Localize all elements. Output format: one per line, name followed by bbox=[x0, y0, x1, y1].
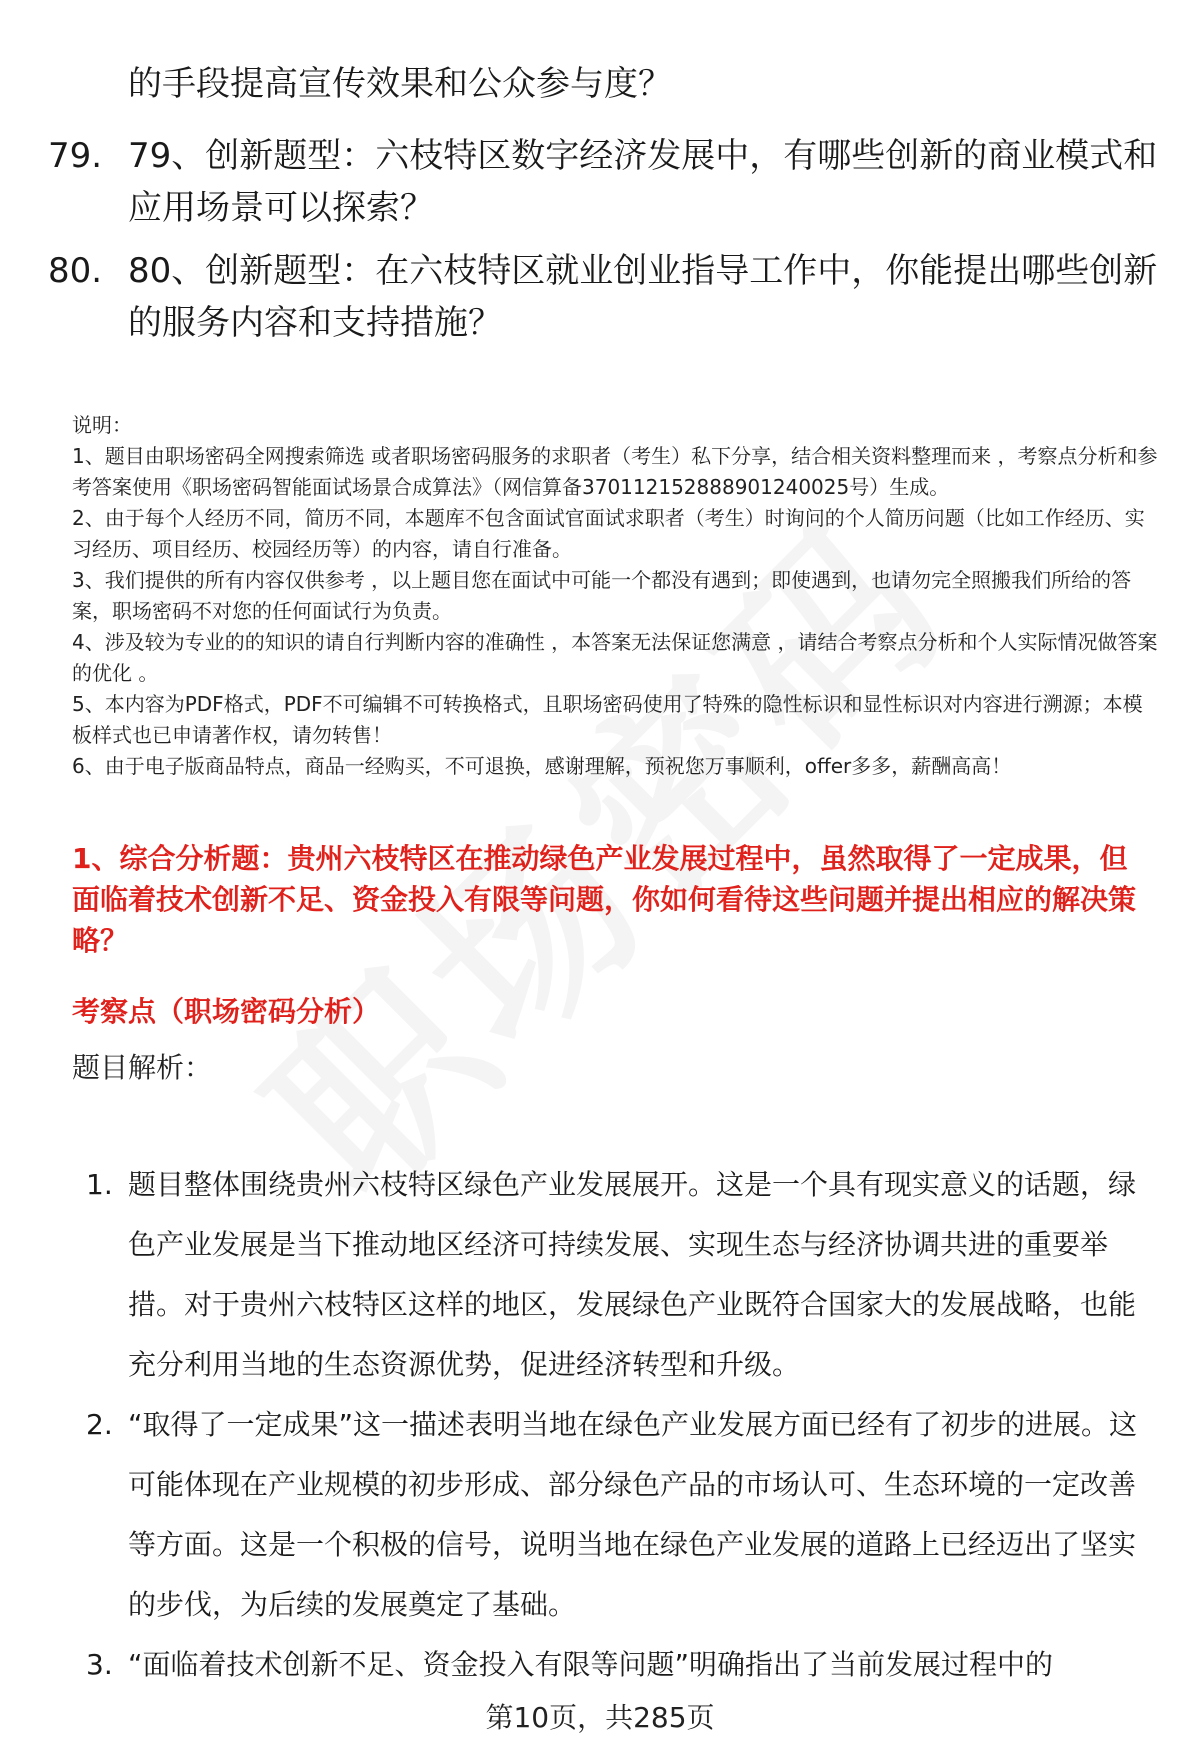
note-item: 3、我们提供的所有内容仅供参考 ，以上题目您在面试中可能一个都没有遇到；即使遇到，也请勿完全照搬我们所给的答案，职场密码不对您的任何面试行为负责。 bbox=[72, 568, 1132, 623]
question-number: 80. bbox=[48, 251, 103, 291]
question-item bbox=[48, 245, 1158, 349]
analysis-item bbox=[72, 1635, 1152, 1695]
analysis-item-number: 3. bbox=[86, 1648, 113, 1681]
exam-point-heading: 考察点（职场密码分析） bbox=[72, 995, 381, 1028]
analysis-item-text: “面临着技术创新不足、资金投入有限等问题”明确指出了当前发展过程中的 bbox=[128, 1648, 1054, 1681]
analysis-item bbox=[72, 1155, 1152, 1395]
page-footer: 第10页，共285页 bbox=[485, 1701, 715, 1734]
question-text: 80、创新题型：在六枝特区就业创业指导工作中，你能提出哪些创新的服务内容和支持措施？ bbox=[128, 251, 1158, 343]
note-item: 1、题目由职场密码全网搜索筛选 或者职场密码服务的求职者（考生）私下分享，结合相关资料整理而来 ，考察点分析和参考答案使用《职场密码智能面试场景合成算法》（网信算备370112152888901240025号）生成。 bbox=[72, 444, 1158, 499]
analysis-item-text: “取得了一定成果”这一描述表明当地在绿色产业发展方面已经有了初步的进展。这可能体现在产业规模的初步形成、部分绿色产品的市场认可、生态环境的一定改善等方面。这是一个积极的信号，说明当地在绿色产业发展的道路上已经迈出了坚实的步伐，为后续的发展奠定了基础。 bbox=[128, 1408, 1138, 1621]
analysis-list bbox=[72, 1155, 1152, 1695]
analysis-item-text: 题目整体围绕贵州六枝特区绿色产业发展展开。这是一个具有现实意义的话题，绿色产业发展是当下推动地区经济可持续发展、实现生态与经济协调共进的重要举措。对于贵州六枝特区这样的地区，发展绿色产业既符合国家大的发展战略，也能充分利用当地的生态资源优势，促进经济转型和升级。 bbox=[128, 1168, 1137, 1381]
analysis-label: 题目解析： bbox=[72, 1051, 213, 1084]
analysis-item-number: 1. bbox=[86, 1168, 113, 1201]
analysis-item bbox=[72, 1395, 1152, 1635]
question-continuation: 的手段提高宣传效果和公众参与度？ bbox=[128, 64, 672, 104]
question-text: 79、创新题型：六枝特区数字经济发展中，有哪些创新的商业模式和应用场景可以探索？ bbox=[128, 136, 1158, 228]
note-item: 2、由于每个人经历不同，简历不同，本题库不包含面试官面试求职者（考生）时询问的个人简历问题（比如工作经历、实习经历、项目经历、校园经历等）的内容，请自行准备。 bbox=[72, 506, 1145, 561]
notes-heading: 说明： bbox=[72, 413, 132, 437]
notes-section bbox=[72, 410, 1162, 782]
main-question-title: 1、综合分析题：贵州六枝特区在推动绿色产业发展过程中，虽然取得了一定成果，但面临着技术创新不足、资金投入有限等问题，你如何看待这些问题并提出相应的解决策略？ bbox=[72, 842, 1137, 957]
note-item: 5、本内容为PDF格式，PDF不可编辑不可转换格式，且职场密码使用了特殊的隐性标识和显性标识对内容进行溯源；本模板样式也已申请著作权，请勿转售！ bbox=[72, 692, 1143, 747]
question-item bbox=[48, 130, 1158, 234]
question-number: 79. bbox=[48, 136, 103, 176]
analysis-item-number: 2. bbox=[86, 1408, 113, 1441]
note-item: 4、涉及较为专业的的知识的请自行判断内容的准确性 ，本答案无法保证您满意 ，请结合考察点分析和个人实际情况做答案的优化 。 bbox=[72, 630, 1158, 685]
note-item: 6、由于电子版商品特点，商品一经购买，不可退换，感谢理解，预祝您万事顺利，offer多多，薪酬高高！ bbox=[72, 754, 1012, 778]
